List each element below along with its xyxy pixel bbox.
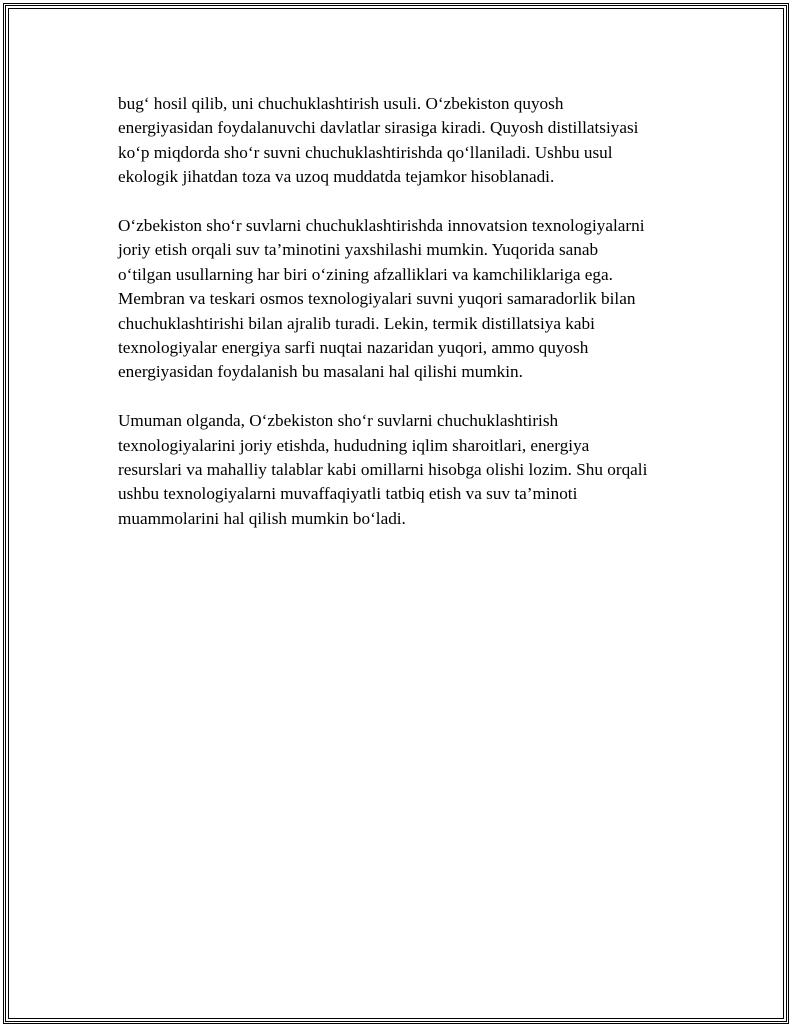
paragraph-2: O‘zbekiston sho‘r suvlarni chuchuklashtirishda innovatsion texnologiyalarni joriy etish orqali suv ta’minotini yaxshilashi mumkin. Yuqorida sanab o‘tilgan usullarning har biri o‘zining afzalliklari va kamchiliklariga ega. Membran va teskari osmos texnologiyalari suvni yuqori samaradorlik bilan chuchuklashtirishi bilan ajralib turadi. Lekin, termik distillatsiya kabi texnologiyalar energiya sarfi nuqtai nazaridan yuqori, ammo quyosh energiyasidan foydalanish bu masalani hal qilishi mumkin. [118, 216, 645, 382]
document-body [118, 92, 688, 556]
paragraph-3: Umuman olganda, O‘zbekiston sho‘r suvlarni chuchuklashtirish texnologiyalarini joriy etishda, hududning iqlim sharoitlari, energiya resurslari va mahalliy talablar kabi omillarni hisobga olishi lozim. Shu orqali ushbu texnologiyalarni muvaffaqiyatli tatbiq etish va suv ta’minoti muammolarini hal qilish mumkin bo‘ladi. [118, 411, 648, 528]
paragraph-1: bug‘ hosil qilib, uni chuchuklashtirish usuli. O‘zbekiston quyosh energiyasidan foydalanuvchi davlatlar sirasiga kiradi. Quyosh distillatsiyasi ko‘p miqdorda sho‘r suvni chuchuklashtirishda qo‘llaniladi. Ushbu usul ekologik jihatdan toza va uzoq muddatda tejamkor hisoblanadi. [118, 94, 639, 187]
